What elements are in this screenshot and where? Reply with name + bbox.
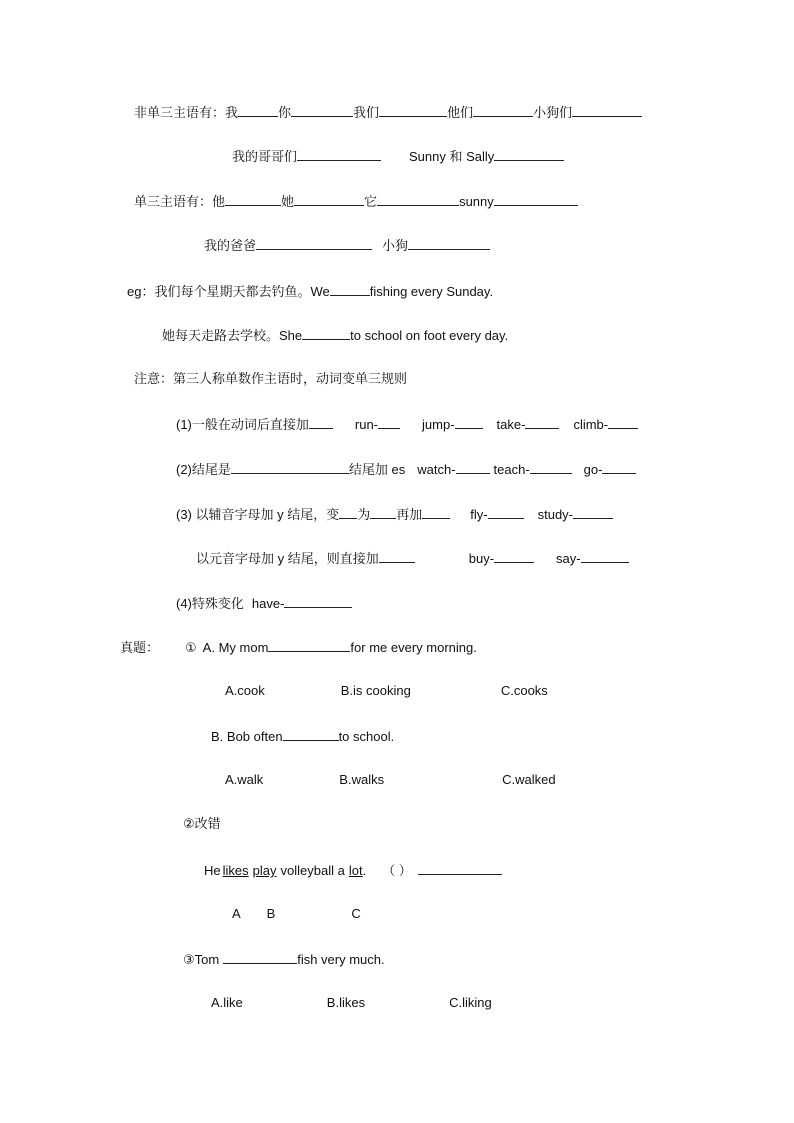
- blank[interactable]: [294, 192, 364, 206]
- blank[interactable]: [377, 192, 459, 206]
- blank[interactable]: [608, 415, 638, 429]
- word: We: [310, 284, 330, 299]
- blank[interactable]: [284, 594, 352, 608]
- answer-parenthesis[interactable]: （ ）: [382, 863, 412, 878]
- word: 我的爸爸: [204, 238, 257, 253]
- blank[interactable]: [494, 192, 578, 206]
- third-person-line-2: [204, 236, 490, 255]
- verb: go-: [583, 462, 603, 477]
- example-chinese: eg：我们每个星期天都去钓鱼。: [127, 284, 311, 299]
- blank[interactable]: [309, 415, 333, 429]
- blank[interactable]: [291, 103, 353, 117]
- mark-c: C: [351, 906, 361, 921]
- blank[interactable]: [302, 326, 350, 340]
- label: 非单三主语有：: [134, 105, 226, 120]
- verb: jump-: [422, 417, 455, 432]
- options-1a: [225, 682, 548, 700]
- word: fishing every Sunday.: [369, 284, 494, 299]
- word: 我: [225, 105, 239, 120]
- blank[interactable]: [422, 505, 450, 519]
- question-text: to school.: [338, 729, 395, 744]
- rule-text: (2)结尾是: [176, 462, 231, 477]
- blank[interactable]: [408, 236, 490, 250]
- word: 小狗们: [533, 105, 573, 120]
- blank[interactable]: [283, 727, 339, 741]
- word: 我们: [353, 105, 380, 120]
- blank[interactable]: [268, 638, 350, 652]
- rule-1: [176, 415, 638, 434]
- blank[interactable]: [297, 147, 381, 161]
- question-text: ③Tom: [183, 952, 220, 967]
- verb: run-: [354, 417, 379, 432]
- word: She: [279, 328, 303, 343]
- verb: watch-: [417, 462, 456, 477]
- option-c[interactable]: C.liking: [449, 995, 492, 1010]
- underlined-word-b: play: [252, 863, 277, 878]
- blank[interactable]: [418, 861, 502, 875]
- word: 你: [278, 105, 292, 120]
- verb: study-: [537, 507, 574, 522]
- exam-question-3: [183, 950, 385, 969]
- example-chinese: 她每天走路去学校。: [162, 328, 280, 343]
- word: He: [204, 863, 221, 878]
- exam-question-1a: [120, 638, 477, 657]
- question-text: fish very much.: [297, 952, 385, 967]
- blank[interactable]: [488, 505, 524, 519]
- rule-text: (1)一般在动词后直接加: [176, 417, 309, 432]
- exam-question-2: [204, 861, 502, 880]
- options-3: [211, 994, 492, 1012]
- option-c[interactable]: C.walked: [502, 772, 556, 787]
- blank[interactable]: [223, 950, 297, 964]
- rule-text: 结尾加 es: [348, 462, 406, 477]
- blank[interactable]: [370, 505, 396, 519]
- blank[interactable]: [378, 415, 400, 429]
- exam-question-2-title: [183, 815, 221, 833]
- blank[interactable]: [238, 103, 278, 117]
- option-b[interactable]: B.likes: [326, 995, 366, 1010]
- rule-text: (4)特殊变化: [176, 596, 244, 611]
- example-1: [127, 282, 493, 301]
- word: volleyball a: [280, 863, 345, 878]
- blank[interactable]: [379, 103, 447, 117]
- blank[interactable]: [256, 236, 372, 250]
- rule-3: [176, 505, 613, 524]
- rule-text: (3) 以辅音字母加 y 结尾，变: [176, 507, 340, 522]
- rule-2: [176, 460, 636, 479]
- blank[interactable]: [573, 505, 613, 519]
- question-text: A. My mom: [202, 640, 269, 655]
- blank[interactable]: [339, 505, 357, 519]
- rule-3b: [196, 549, 629, 568]
- verb: fly-: [470, 507, 488, 522]
- blank[interactable]: [456, 460, 490, 474]
- blank[interactable]: [602, 460, 636, 474]
- verb: take-: [496, 417, 526, 432]
- non-third-person-line-2: [232, 147, 564, 166]
- verb: buy-: [468, 551, 495, 566]
- word: 她: [281, 194, 295, 209]
- word: 它: [364, 194, 378, 209]
- blank[interactable]: [494, 549, 534, 563]
- word: to school on foot every day.: [350, 328, 509, 343]
- label: 单三主语有：: [134, 194, 213, 209]
- blank[interactable]: [330, 282, 370, 296]
- question-2-marks: [232, 905, 361, 923]
- question-title: ②改错: [183, 816, 221, 831]
- question-number: ①: [185, 640, 197, 655]
- word: Sunny 和 Sally: [409, 149, 495, 164]
- blank[interactable]: [379, 549, 415, 563]
- blank[interactable]: [572, 103, 642, 117]
- mark-a: A: [232, 906, 241, 921]
- option-a[interactable]: A.like: [211, 995, 243, 1010]
- option-a[interactable]: A.walk: [225, 772, 264, 787]
- underlined-word-a: likes: [222, 863, 249, 878]
- blank[interactable]: [494, 147, 564, 161]
- verb: have-: [251, 596, 285, 611]
- word: sunny: [459, 194, 494, 209]
- blank[interactable]: [581, 549, 629, 563]
- rule-text: 以元音字母加 y 结尾，则直接加: [196, 551, 379, 566]
- blank[interactable]: [231, 460, 349, 474]
- third-person-line-1: [134, 192, 578, 211]
- option-c[interactable]: C.cooks: [500, 683, 548, 698]
- option-b[interactable]: B.is cooking: [340, 683, 411, 698]
- question-text: B. Bob often: [211, 729, 283, 744]
- blank[interactable]: [525, 415, 559, 429]
- non-third-person-line-1: [134, 103, 642, 122]
- word: 小狗: [382, 238, 409, 253]
- verb: climb-: [573, 417, 609, 432]
- mark-b: B: [266, 906, 276, 921]
- rule-text: 再加: [396, 507, 423, 522]
- note-text: 注意：第三人称单数作主语时，动词变单三规则: [134, 371, 408, 386]
- rule-note: [134, 370, 407, 388]
- blank[interactable]: [530, 460, 572, 474]
- verb: say-: [556, 551, 581, 566]
- underlined-word-c: lot: [348, 863, 363, 878]
- options-1b: [225, 771, 556, 789]
- blank[interactable]: [473, 103, 533, 117]
- word: 我的哥哥们: [232, 149, 298, 164]
- verb: teach-: [493, 462, 530, 477]
- option-a[interactable]: A.cook: [225, 683, 265, 698]
- blank[interactable]: [225, 192, 281, 206]
- rule-4: [176, 594, 352, 613]
- word: 他: [212, 194, 226, 209]
- example-2: [162, 326, 508, 345]
- word: .: [362, 863, 367, 878]
- word: 他们: [447, 105, 474, 120]
- question-text: for me every morning.: [350, 640, 477, 655]
- exam-question-1b: [211, 727, 394, 746]
- exam-label: 真题：: [120, 640, 160, 655]
- blank[interactable]: [455, 415, 483, 429]
- rule-text: 为: [357, 507, 371, 522]
- option-b[interactable]: B.walks: [339, 772, 385, 787]
